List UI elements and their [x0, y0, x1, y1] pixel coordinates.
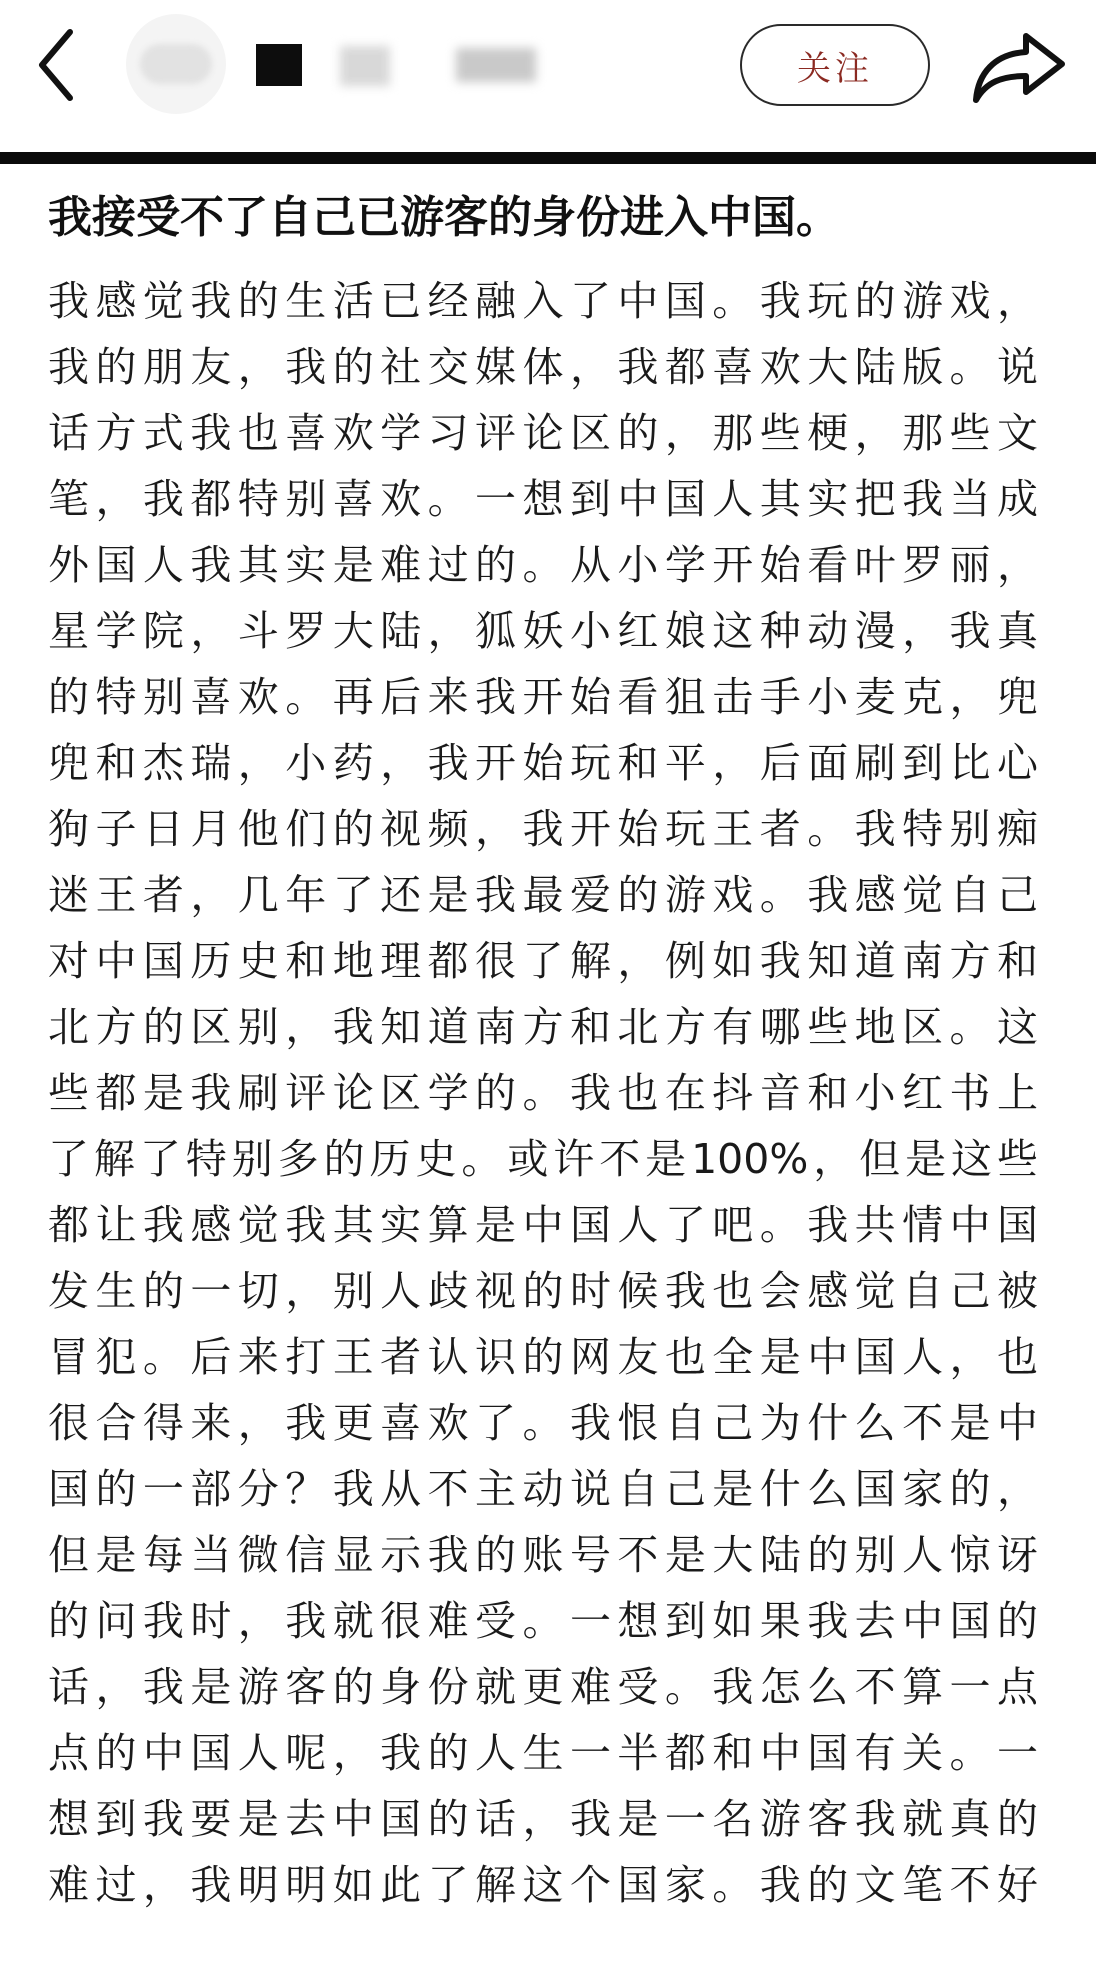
avatar-redaction — [140, 44, 212, 84]
article-text-line: 北方的区别，我知道南方和北方有哪些地区。这 — [48, 1003, 1038, 1051]
article-text-line: 但是每当微信显示我的账号不是大陆的别人惊讶 — [48, 1531, 1038, 1579]
article-body — [48, 268, 1058, 1918]
article-text-line: 国的一部分？我从不主动说自己是什么国家的， — [48, 1465, 1038, 1513]
article-text-line: 都让我感觉我其实算是中国人了吧。我共情中国 — [48, 1201, 1038, 1249]
article-text-line: 外国人我其实是难过的。从小学开始看叶罗丽， — [48, 541, 1038, 589]
article-text-line: 话方式我也喜欢学习评论区的，那些梗，那些文 — [48, 409, 1038, 457]
article-text-line: 狗子日月他们的视频，我开始玩王者。我特别痴 — [48, 805, 1038, 853]
article-text-line: 了解了特别多的历史。或许不是100%，但是这些 — [48, 1135, 1038, 1183]
top-navigation-bar — [0, 0, 1096, 152]
chevron-left-icon — [30, 22, 94, 108]
article-text-line: 点的中国人呢，我的人生一半都和中国有关。一 — [48, 1729, 1038, 1777]
article-text-line: 星学院，斗罗大陆，狐妖小红娘这种动漫，我真 — [48, 607, 1038, 655]
article-title: 我接受不了自己已游客的身份进入中国。 — [48, 192, 840, 243]
article-text-line: 我的朋友，我的社交媒体，我都喜欢大陆版。说 — [48, 343, 1038, 391]
author-name-redaction — [256, 44, 302, 86]
article-text-line: 冒犯。后来打王者认识的网友也全是中国人，也 — [48, 1333, 1038, 1381]
article-text-line: 想到我要是去中国的话，我是一名游客我就真的 — [48, 1795, 1038, 1843]
follow-button[interactable]: 关注 — [740, 24, 930, 106]
author-avatar[interactable] — [126, 14, 226, 114]
article-text-line: 话，我是游客的身份就更难受。我怎么不算一点 — [48, 1663, 1038, 1711]
article-content — [48, 178, 1058, 1918]
article-text-line: 很合得来，我更喜欢了。我恨自己为什么不是中 — [48, 1399, 1038, 1447]
article-text-line: 的特别喜欢。再后来我开始看狙击手小麦克，兜 — [48, 673, 1038, 721]
back-button[interactable] — [30, 22, 94, 108]
article-text-line: 兜和杰瑞，小药，我开始玩和平，后面刷到比心 — [48, 739, 1038, 787]
author-name-redaction — [340, 46, 390, 86]
author-name-redaction — [456, 48, 536, 82]
share-button[interactable] — [968, 26, 1072, 110]
article-text-line: 的问我时，我就很难受。一想到如果我去中国的 — [48, 1597, 1038, 1645]
article-text-line: 笔，我都特别喜欢。一想到中国人其实把我当成 — [48, 475, 1038, 523]
article-text-line: 对中国历史和地理都很了解，例如我知道南方和 — [48, 937, 1038, 985]
article-text-line: 我感觉我的生活已经融入了中国。我玩的游戏， — [48, 277, 1038, 325]
article-text-line: 发生的一切，别人歧视的时候我也会感觉自己被 — [48, 1267, 1038, 1315]
article-text-line: 迷王者，几年了还是我最爱的游戏。我感觉自己 — [48, 871, 1038, 919]
header-divider — [0, 152, 1096, 164]
article-text-line: 难过，我明明如此了解这个国家。我的文笔不好 — [48, 1861, 1038, 1909]
article-text-line: 些都是我刷评论区学的。我也在抖音和小红书上 — [48, 1069, 1038, 1117]
share-arrow-icon — [968, 26, 1072, 110]
